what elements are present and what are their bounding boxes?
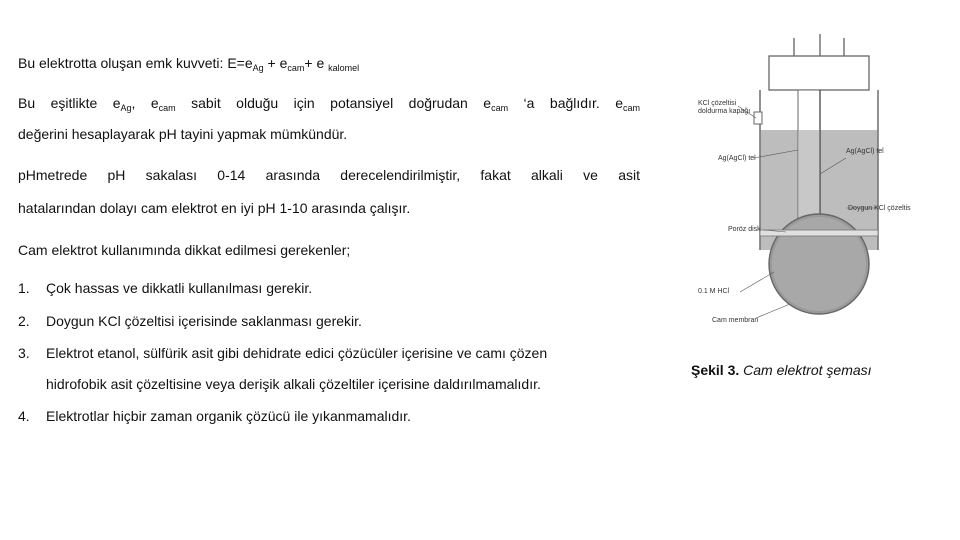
potential-paragraph-line1: Bu eşitlikte $e_{Ag}$, $e_{cam}$ sabit olduğu için potansiyel doğrudan $e_{cam}$ ‘a bağlıdır. $e_{cam}$ bbox=[18, 95, 640, 113]
list-item: 2. Doygun KCl çözeltisi içerisinde saklanması gerekir. bbox=[18, 313, 362, 329]
emf-equation-paragraph: Bu elektrotta oluşan emk kuvveti: $E=e_{Ag} + e_{cam}+ e$ $_{kalomel}$ bbox=[18, 55, 360, 73]
glass-electrode-diagram bbox=[690, 34, 950, 334]
list-item: 1. Çok hassas ve dikkatli kullanılması gerekir. bbox=[18, 280, 313, 296]
leader-membrane bbox=[756, 304, 790, 318]
label-kcl-fill-cap: KCl çözeltisi doldurma kapağı bbox=[698, 100, 751, 115]
ph-scale-paragraph-line1: pHmetrede pH sakalası 0-14 arasında derecelendirilmiştir, fakat alkali ve asit bbox=[18, 167, 640, 183]
label-saturated-kcl: Doygun KCl çözeltis bbox=[848, 205, 911, 212]
label-porous-disk: Poröz disk bbox=[728, 226, 761, 233]
label-glass-membrane: Cam membran bbox=[712, 317, 759, 324]
figure-caption: Şekil 3. Cam elektrot şeması bbox=[691, 362, 872, 378]
label-ag-coil: Ag(AgCl) tel bbox=[846, 148, 884, 155]
list-item: 4. Elektrotlar hiçbir zaman organik çözücü ile yıkanmamalıdır. bbox=[18, 408, 411, 424]
label-hcl: 0.1 M HCl bbox=[698, 288, 730, 295]
precautions-heading: Cam elektrot kullanımında dikkat edilmesi gerekenler; bbox=[18, 242, 351, 258]
potential-paragraph-line2: değerini hesaplayarak pH tayini yapmak mümkündür. bbox=[18, 126, 348, 142]
fill-cap bbox=[754, 112, 762, 124]
porous-disk bbox=[760, 230, 878, 236]
leader-hcl bbox=[740, 272, 774, 292]
ph-scale-paragraph-line2: hatalarından dolayı cam elektrot en iyi pH 1-10 arasında çalışır. bbox=[18, 200, 411, 216]
electrode-cap bbox=[769, 56, 869, 90]
label-ag-wire: Ag(AgCl) tel bbox=[718, 155, 756, 162]
list-item: 3. Elektrot etanol, sülfürik asit gibi dehidrate edici çözücüler içerisine ve camı çözen bbox=[18, 345, 548, 361]
